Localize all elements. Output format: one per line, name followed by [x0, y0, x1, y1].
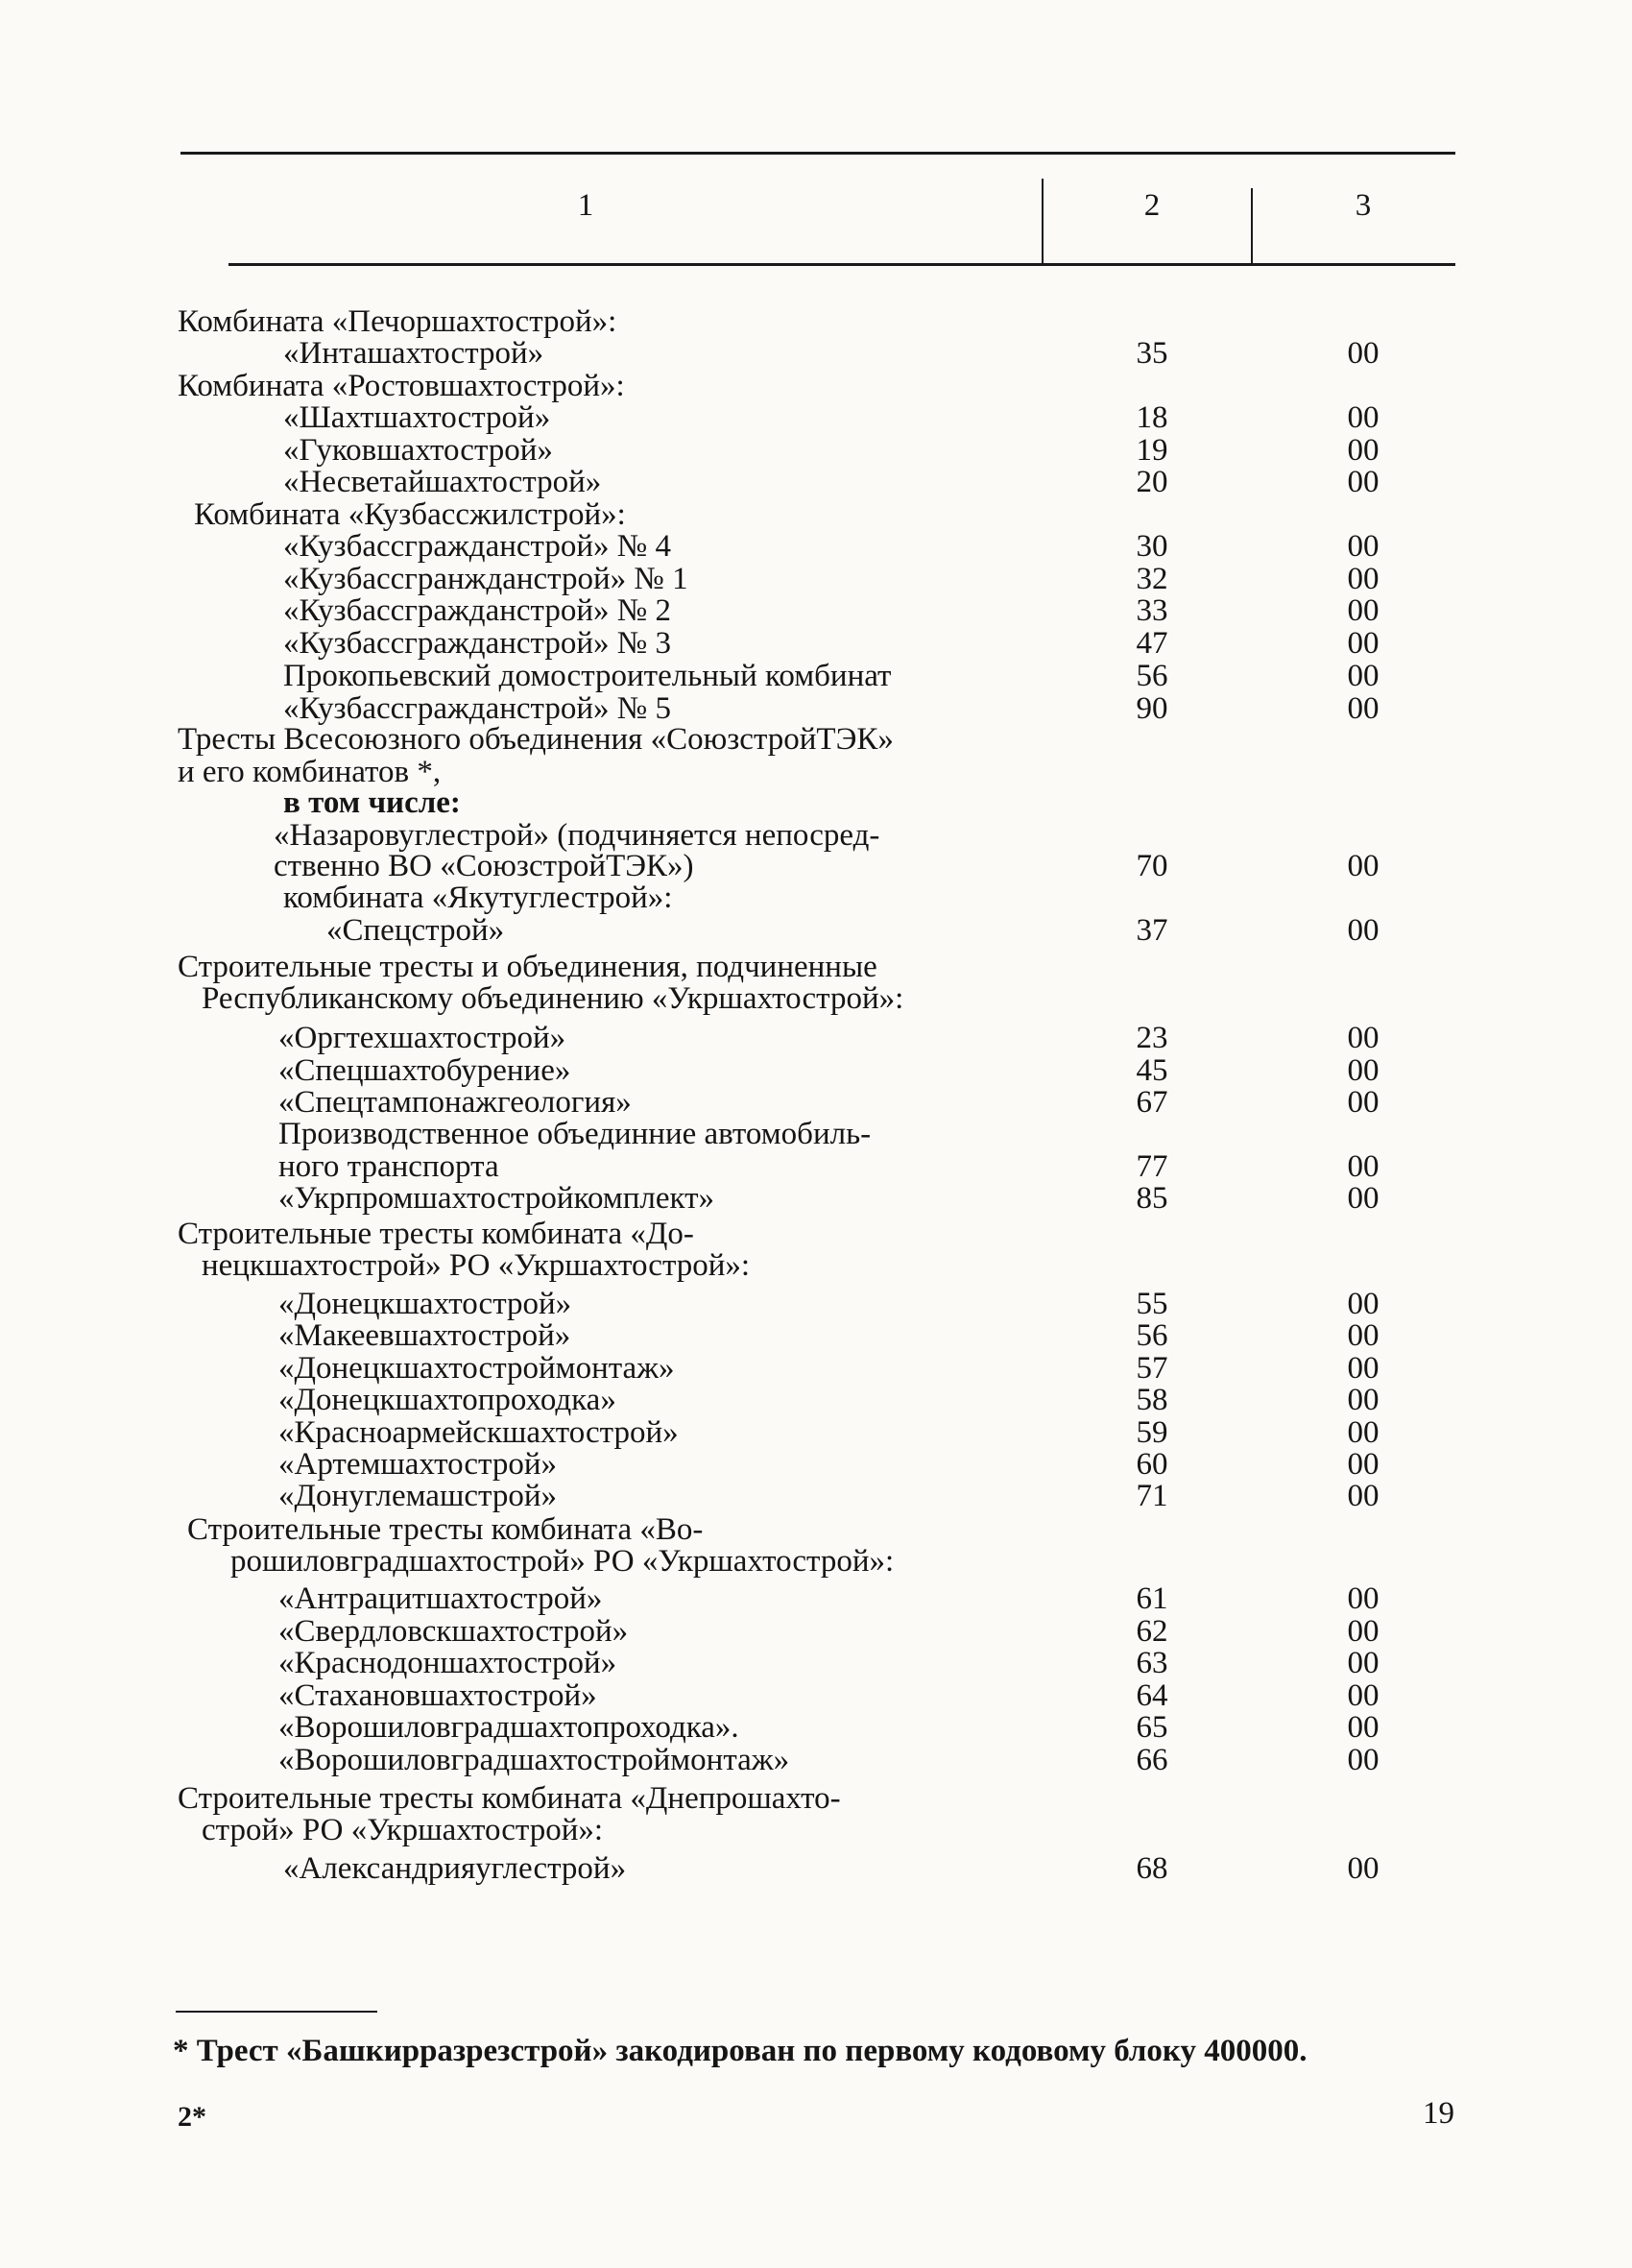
- row-code-2: 00: [1347, 1447, 1380, 1482]
- footnote: * Трест «Башкирразрезстрой» закодирован по первому кодовому блоку 400000.: [173, 2034, 1308, 2068]
- row-code-2: 00: [1347, 1021, 1380, 1055]
- row-code-2: 00: [1347, 1383, 1380, 1417]
- row-code-1: 20: [1136, 465, 1168, 499]
- row-label: ственно ВО «СоюзстройТЭК»): [274, 849, 694, 883]
- row-label: «Шахтшахтострой»: [283, 400, 551, 435]
- table-row: [0, 1581, 1632, 1616]
- table-row: [0, 497, 1632, 532]
- table-row: [0, 881, 1632, 915]
- row-code-1: 85: [1136, 1181, 1168, 1216]
- row-label: «Донецкшахтопроходка»: [278, 1383, 616, 1417]
- row-code-1: 63: [1136, 1646, 1168, 1680]
- table-row: [0, 336, 1632, 371]
- row-label: ного транспорта: [278, 1149, 499, 1184]
- row-code-2: 00: [1347, 465, 1380, 499]
- row-code-2: 00: [1347, 562, 1380, 596]
- row-code-2: 00: [1347, 691, 1380, 726]
- row-label: «Кузбассгражданстрой» № 2: [283, 593, 671, 628]
- row-label: «Краснодоншахтострой»: [278, 1646, 617, 1680]
- row-label: «Назаровуглестрой» (подчиняется непосред-: [274, 818, 880, 853]
- row-label: Тресты Всесоюзного объединения «СоюзстройТЭК»: [178, 722, 894, 757]
- table-row: [0, 913, 1632, 948]
- row-label: «Оргтехшахтострой»: [278, 1021, 566, 1055]
- table-row: [0, 722, 1632, 757]
- table-row: [0, 1021, 1632, 1055]
- table-row: [0, 1053, 1632, 1088]
- table-row: [0, 304, 1632, 339]
- row-code-2: 00: [1347, 659, 1380, 693]
- row-code-2: 00: [1347, 593, 1380, 628]
- row-label: «Ворошиловградшахтостроймонтаж»: [278, 1743, 790, 1777]
- table-row: [0, 433, 1632, 468]
- row-code-2: 00: [1347, 1710, 1380, 1745]
- row-code-1: 90: [1136, 691, 1168, 726]
- table-row: [0, 691, 1632, 726]
- row-label: «Артемшахтострой»: [278, 1447, 558, 1482]
- row-code-1: 55: [1136, 1287, 1168, 1321]
- row-code-1: 56: [1136, 1318, 1168, 1353]
- row-code-1: 19: [1136, 433, 1168, 468]
- table-row: [0, 626, 1632, 661]
- table-row: [0, 1181, 1632, 1216]
- table-row: [0, 849, 1632, 883]
- table-row: [0, 1117, 1632, 1151]
- row-label: «Укрпромшахтостройкомплект»: [278, 1181, 714, 1216]
- row-code-2: 00: [1347, 433, 1380, 468]
- table-row: [0, 1544, 1632, 1579]
- row-label: Строительные тресты и объединения, подчиненные: [178, 950, 877, 984]
- row-code-2: 00: [1347, 913, 1380, 948]
- row-label: «Донецкшахтостроймонтаж»: [278, 1351, 675, 1386]
- table-row: [0, 950, 1632, 984]
- row-code-2: 00: [1347, 400, 1380, 435]
- row-code-2: 00: [1347, 1287, 1380, 1321]
- row-code-2: 00: [1347, 1646, 1380, 1680]
- row-label: «Красноармейскшахтострой»: [278, 1415, 679, 1450]
- table-row: [0, 1351, 1632, 1386]
- table-row: [0, 1248, 1632, 1283]
- row-code-1: 67: [1136, 1085, 1168, 1120]
- row-label: нецкшахтострой» РО «Укршахтострой»:: [202, 1248, 751, 1283]
- row-code-1: 60: [1136, 1447, 1168, 1482]
- table-row: [0, 1287, 1632, 1321]
- row-code-1: 61: [1136, 1581, 1168, 1616]
- row-code-2: 00: [1347, 1581, 1380, 1616]
- table-row: [0, 593, 1632, 628]
- row-code-1: 70: [1136, 849, 1168, 883]
- row-label: «Александрияуглестрой»: [283, 1851, 627, 1886]
- row-code-2: 00: [1347, 1149, 1380, 1184]
- table-row: [0, 1415, 1632, 1450]
- row-label: Прокопьевский домостроительный комбинат: [283, 659, 892, 693]
- table-row: [0, 1851, 1632, 1886]
- table-row: [0, 755, 1632, 789]
- signature-mark: 2*: [178, 2101, 206, 2133]
- row-label: Строительные тресты комбината «Днепрошахто-: [178, 1781, 841, 1816]
- row-code-2: 00: [1347, 849, 1380, 883]
- table-row: [0, 1813, 1632, 1847]
- row-label: Комбината «Ростовшахтострой»:: [178, 369, 625, 403]
- row-code-1: 59: [1136, 1415, 1168, 1450]
- row-code-1: 65: [1136, 1710, 1168, 1745]
- column-header-1: 1: [577, 188, 594, 223]
- row-code-1: 58: [1136, 1383, 1168, 1417]
- row-code-1: 30: [1136, 529, 1168, 564]
- row-label: «Инташахтострой»: [283, 336, 544, 371]
- row-code-2: 00: [1347, 529, 1380, 564]
- table-row: [0, 1479, 1632, 1513]
- row-label: Строительные тресты комбината «Во-: [187, 1512, 704, 1547]
- row-code-2: 00: [1347, 626, 1380, 661]
- table-row: [0, 1678, 1632, 1713]
- row-code-2: 00: [1347, 1743, 1380, 1777]
- row-code-1: 62: [1136, 1614, 1168, 1649]
- table-row: [0, 400, 1632, 435]
- row-code-1: 35: [1136, 336, 1168, 371]
- row-code-2: 00: [1347, 1318, 1380, 1353]
- row-label: комбината «Якутуглестрой»:: [283, 881, 673, 915]
- row-label: «Макеевшахтострой»: [278, 1318, 571, 1353]
- row-code-2: 00: [1347, 336, 1380, 371]
- row-label: «Свердловскшахтострой»: [278, 1614, 629, 1649]
- table-row: [0, 465, 1632, 499]
- column-header-3: 3: [1355, 188, 1372, 223]
- row-code-2: 00: [1347, 1415, 1380, 1450]
- table-row: [0, 529, 1632, 564]
- row-code-2: 00: [1347, 1181, 1380, 1216]
- row-code-1: 23: [1136, 1021, 1168, 1055]
- row-code-1: 45: [1136, 1053, 1168, 1088]
- table-row: [0, 1318, 1632, 1353]
- row-code-1: 66: [1136, 1743, 1168, 1777]
- table-row: [0, 1646, 1632, 1680]
- table-row: [0, 562, 1632, 596]
- row-code-2: 00: [1347, 1053, 1380, 1088]
- row-label: «Донецкшахтострой»: [278, 1287, 572, 1321]
- row-label: «Стахановшахтострой»: [278, 1678, 597, 1713]
- row-code-1: 77: [1136, 1149, 1168, 1184]
- row-code-1: 71: [1136, 1479, 1168, 1513]
- row-code-1: 37: [1136, 913, 1168, 948]
- row-label: рошиловградшахтострой» РО «Укршахтострой»:: [230, 1544, 895, 1579]
- table-row: [0, 1781, 1632, 1816]
- row-label: и его комбинатов *,: [178, 755, 442, 789]
- row-code-2: 00: [1347, 1351, 1380, 1386]
- table-row: [0, 659, 1632, 693]
- table-row: [0, 818, 1632, 853]
- row-label: «Донуглемашстрой»: [278, 1479, 557, 1513]
- row-code-2: 00: [1347, 1678, 1380, 1713]
- row-code-1: 18: [1136, 400, 1168, 435]
- table-row: [0, 1149, 1632, 1184]
- row-code-1: 32: [1136, 562, 1168, 596]
- column-header-2: 2: [1143, 188, 1161, 223]
- row-label: «Антрацитшахтострой»: [278, 1581, 603, 1616]
- row-label: «Спецстрой»: [326, 913, 505, 948]
- row-label: Строительные тресты комбината «До-: [178, 1217, 694, 1251]
- row-code-2: 00: [1347, 1614, 1380, 1649]
- row-code-1: 33: [1136, 593, 1168, 628]
- row-label: Комбината «Кузбассжилстрой»:: [194, 497, 626, 532]
- row-label: «Несветайшахтострой»: [283, 465, 602, 499]
- table-row: [0, 1614, 1632, 1649]
- table-row: [0, 1085, 1632, 1120]
- table-row: [0, 1710, 1632, 1745]
- row-code-1: 47: [1136, 626, 1168, 661]
- footnote-rule: [176, 2011, 377, 2013]
- row-code-2: 00: [1347, 1479, 1380, 1513]
- row-label: «Кузбассгранжданстрой» № 1: [283, 562, 688, 596]
- row-label: Республиканскому объединению «Укршахтострой»:: [202, 981, 904, 1016]
- row-label: «Кузбассгражданстрой» № 3: [283, 626, 671, 661]
- row-code-1: 56: [1136, 659, 1168, 693]
- table-row: [0, 785, 1632, 820]
- page-number: 19: [1423, 2096, 1454, 2131]
- row-label: строй» РО «Укршахтострой»:: [202, 1813, 604, 1847]
- row-label: Производственное объединние автомобиль-: [278, 1117, 872, 1151]
- row-label: «Ворошиловградшахтопроходка».: [278, 1710, 739, 1745]
- row-label: «Спецшахтобурение»: [278, 1053, 571, 1088]
- row-code-2: 00: [1347, 1085, 1380, 1120]
- row-code-1: 57: [1136, 1351, 1168, 1386]
- table-row: [0, 369, 1632, 403]
- table-row: [0, 1383, 1632, 1417]
- table-row: [0, 1217, 1632, 1251]
- row-label: «Кузбассгражданстрой» № 4: [283, 529, 671, 564]
- row-label: «Кузбассгражданстрой» № 5: [283, 691, 671, 726]
- row-label: «Гуковшахтострой»: [283, 433, 553, 468]
- row-label: в том числе:: [283, 785, 461, 820]
- table-row: [0, 1447, 1632, 1482]
- table-row: [0, 981, 1632, 1016]
- row-code-1: 68: [1136, 1851, 1168, 1886]
- row-code-1: 64: [1136, 1678, 1168, 1713]
- table-row: [0, 1512, 1632, 1547]
- row-code-2: 00: [1347, 1851, 1380, 1886]
- table-row: [0, 1743, 1632, 1777]
- row-label: «Спецтампонажгеология»: [278, 1085, 632, 1120]
- row-label: Комбината «Печоршахтострой»:: [178, 304, 617, 339]
